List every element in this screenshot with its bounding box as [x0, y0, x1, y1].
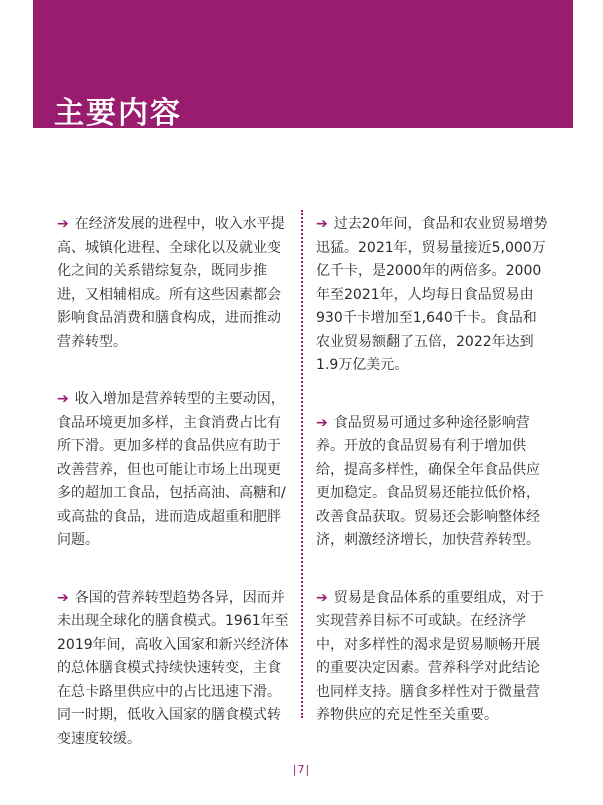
arrow-icon: ➔ — [316, 216, 328, 232]
paragraph-text: 各国的营养转型趋势各异，因而并未出现全球化的膳食模式。1961年至2019年间，高收入国家和新兴经济体的总体膳食模式持续快速转变，主食在总卡路里供应中的占比迅速下滑。同一时期，低收入国家的膳食模式转变速度较缓。 — [57, 589, 289, 747]
paragraph-text: 过去20年间，食品和农业贸易增势迅猛。2021年，贸易量接近5,000万亿千卡，是2000年的两倍多。2000年至2021年，人均每日食品贸易由930千卡增加至1,640千卡。食品和农业贸易额翻了五倍，2022年达到1.9万亿美元。 — [316, 216, 548, 373]
arrow-icon: ➔ — [57, 216, 69, 232]
right-column — [316, 213, 550, 762]
arrow-icon: ➔ — [57, 589, 69, 606]
arrow-icon: ➔ — [316, 414, 328, 431]
bullet-paragraph — [57, 213, 293, 354]
arrow-icon: ➔ — [316, 589, 328, 606]
page-title: 主要内容 — [54, 96, 182, 131]
column-divider — [301, 210, 303, 718]
bullet-paragraph — [316, 587, 550, 728]
bullet-paragraph — [316, 213, 550, 378]
bullet-paragraph — [57, 388, 293, 553]
paragraph-text: 收入增加是营养转型的主要动因，食品环境更加多样，主食消费占比有所下滑。更加多样的食品供应有助于改善营养，但也可能让市场上出现更多的超加工食品，包括高油、高糖和/或高盐的食品，进而造成超重和肥胖问题。 — [57, 391, 286, 548]
bullet-paragraph — [57, 587, 293, 752]
left-column — [57, 213, 293, 785]
paragraph-text: 贸易是食品体系的重要组成，对于实现营养目标不可或缺。在经济学中，对多样性的渴求是贸易顺畅开展的重要决定因素。营养科学对此结论也同样支持。膳食多样性对于微量营养物供应的充足性至关重要。 — [316, 589, 544, 723]
bullet-paragraph — [316, 412, 550, 553]
paragraph-text: 在经济发展的进程中，收入水平提高、城镇化进程、全球化以及就业变化之间的关系错综复杂，既同步推进，又相辅相成。所有这些因素都会影响食品消费和膳食构成，进而推动营养转型。 — [57, 216, 285, 350]
paragraph-text: 食品贸易可通过多种途径影响营养。开放的食品贸易有利于增加供给，提高多样性，确保全年食品供应更加稳定。食品贸易还能拉低价格，改善食品获取。贸易还会影响整体经济，刺激经济增长，加快营养转型。 — [316, 414, 540, 548]
arrow-icon: ➔ — [57, 391, 69, 407]
page-number: |7| — [292, 763, 311, 776]
header-band — [33, 0, 573, 131]
